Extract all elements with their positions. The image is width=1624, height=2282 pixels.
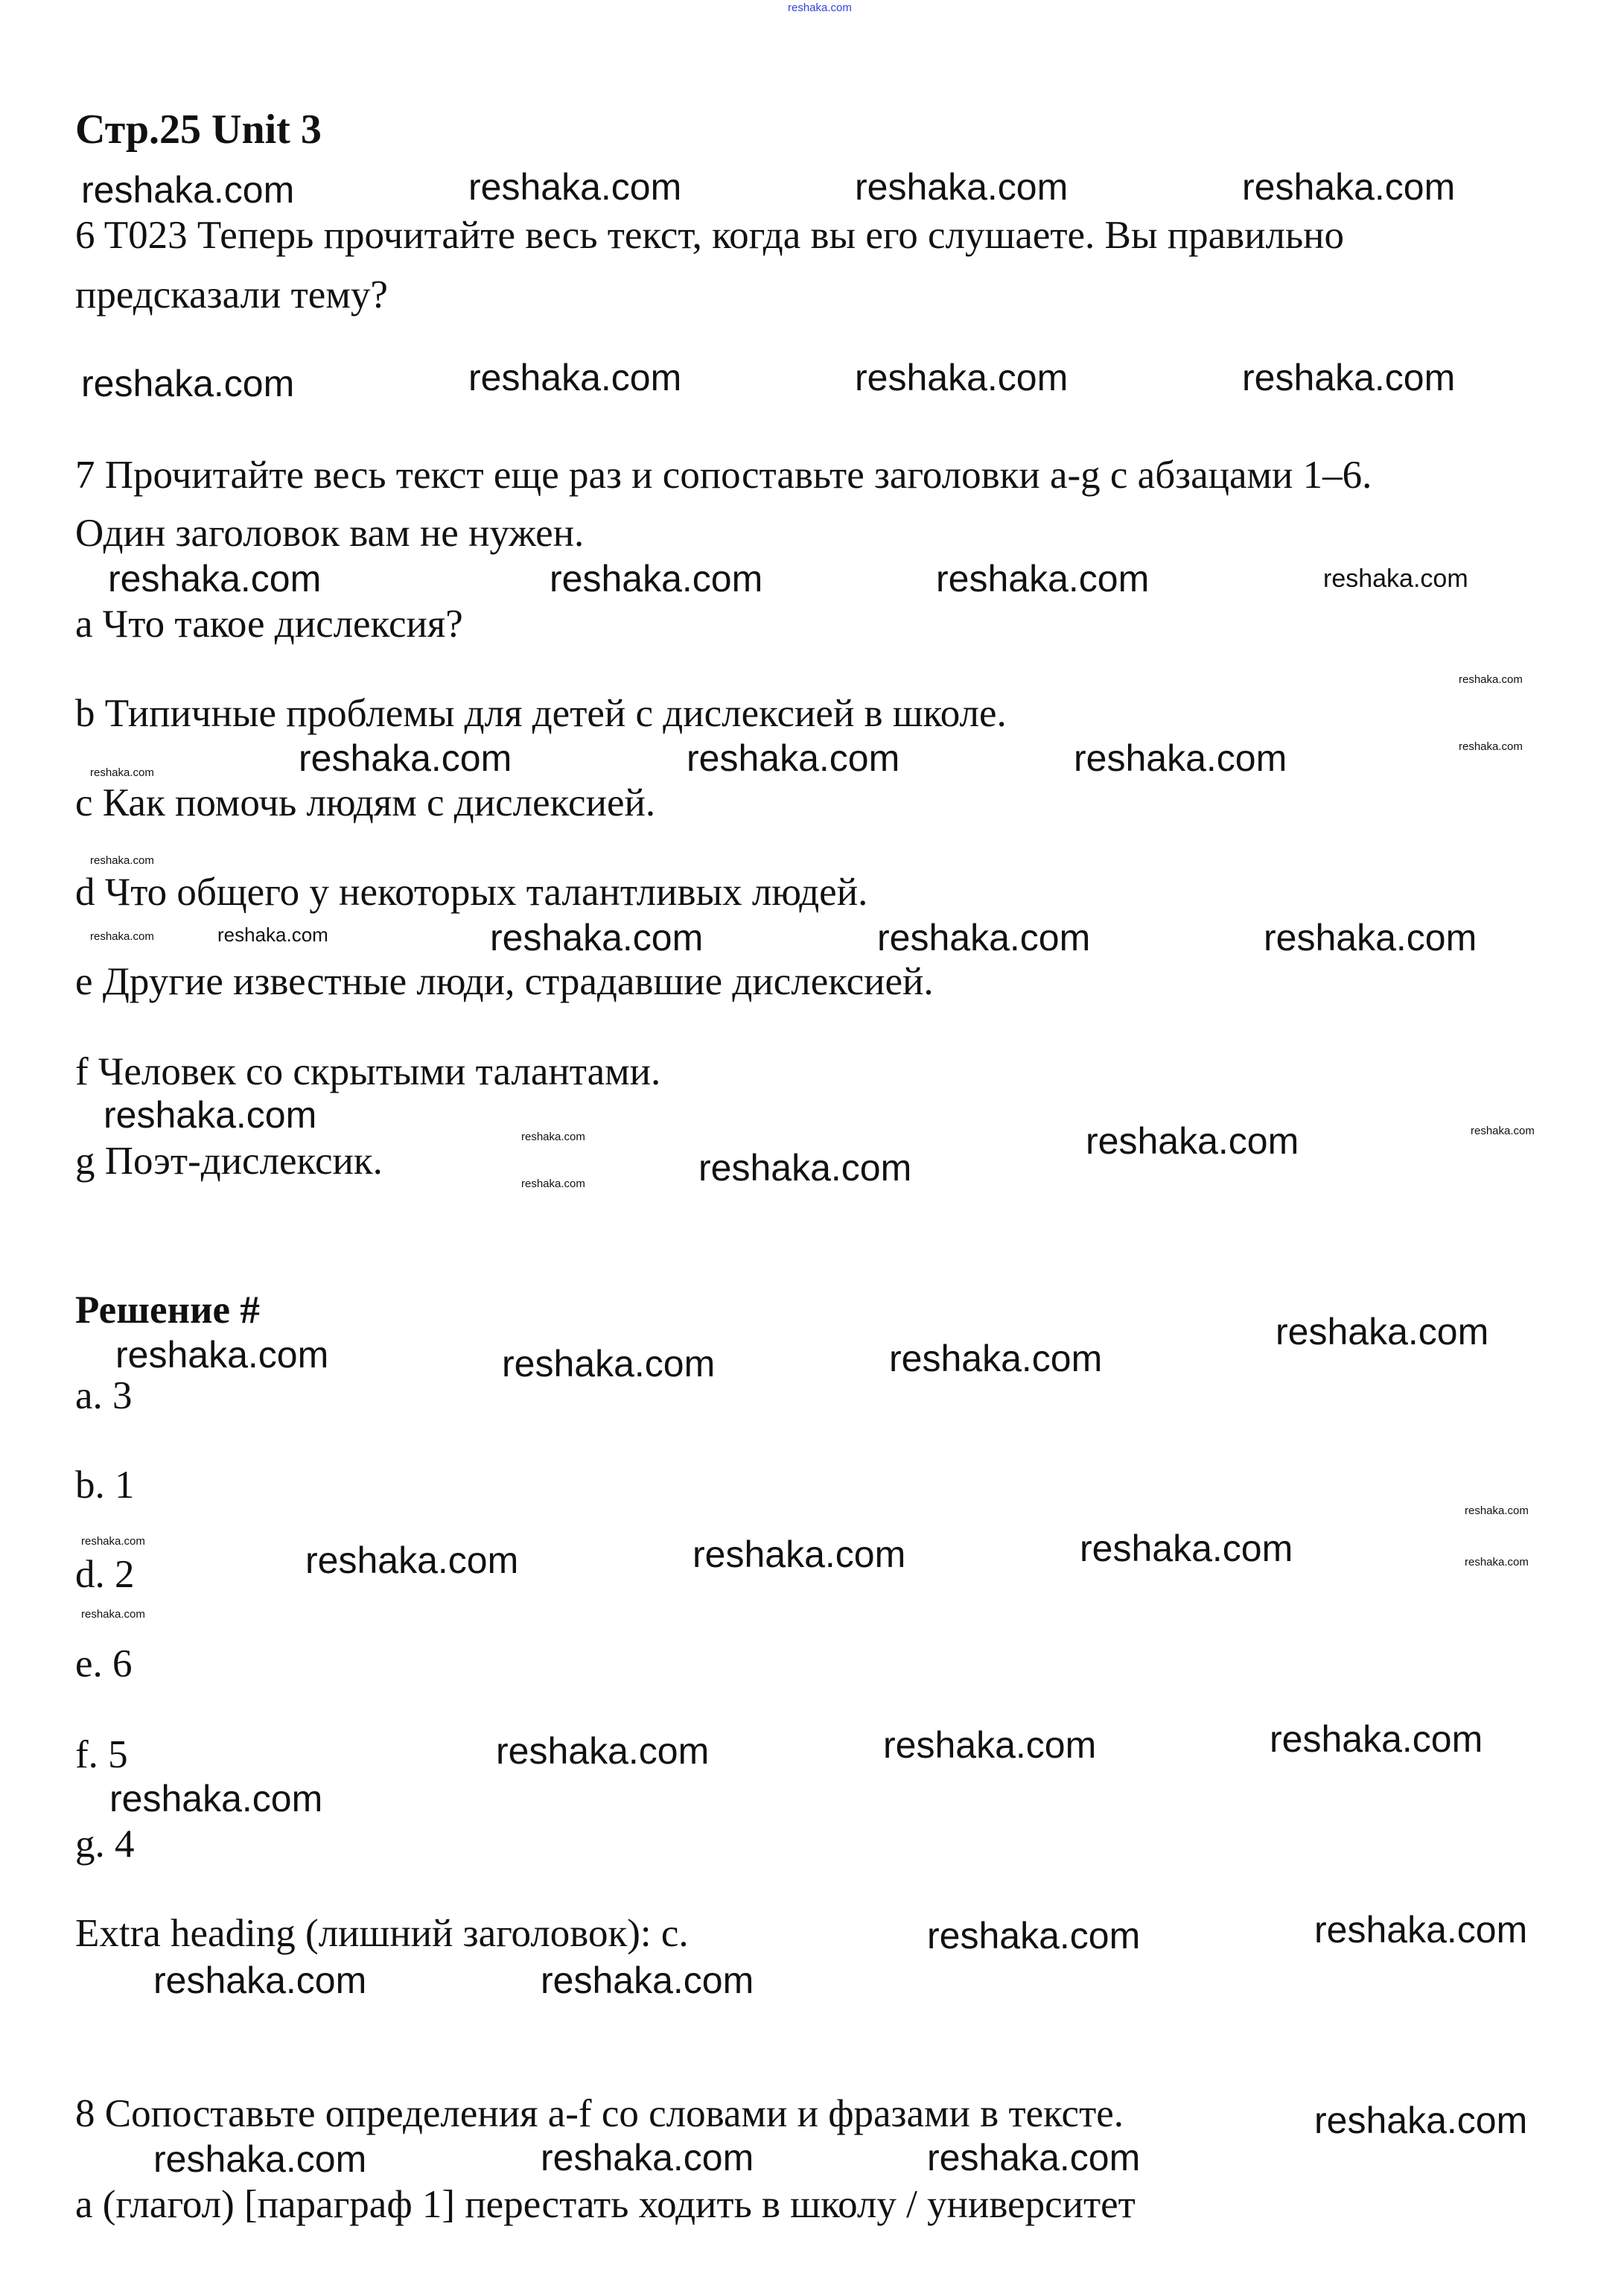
watermark: reshaka.com bbox=[521, 1177, 585, 1190]
task8-item-a: a (глагол) [параграф 1] перестать ходить в школу / университет bbox=[75, 2183, 1136, 2226]
watermark: reshaka.com bbox=[90, 854, 154, 867]
watermark: reshaka.com bbox=[490, 917, 704, 959]
answer-e: e. 6 bbox=[75, 1642, 133, 1685]
watermark: reshaka.com bbox=[153, 1960, 367, 2001]
watermark: reshaka.com bbox=[936, 558, 1150, 600]
heading-g: g Поэт-дислексик. bbox=[75, 1140, 383, 1183]
watermark: reshaka.com bbox=[109, 1778, 323, 1819]
watermark: reshaka.com bbox=[927, 1915, 1141, 1957]
watermark: reshaka.com bbox=[1471, 1125, 1535, 1137]
answer-a: a. 3 bbox=[75, 1374, 133, 1417]
solution-title: Решение # bbox=[75, 1288, 260, 1332]
watermark: reshaka.com bbox=[1074, 737, 1287, 779]
watermark: reshaka.com bbox=[153, 2138, 367, 2180]
answer-f: f. 5 bbox=[75, 1733, 128, 1776]
watermark: reshaka.com bbox=[502, 1343, 716, 1385]
watermark: reshaka.com bbox=[1465, 1504, 1529, 1517]
watermark: reshaka.com bbox=[1242, 166, 1456, 208]
watermark: reshaka.com bbox=[1086, 1120, 1299, 1162]
heading-c: c Как помочь людям с дислексией. bbox=[75, 781, 656, 824]
heading-e: e Другие известные люди, страдавшие дислексией. bbox=[75, 960, 934, 1003]
watermark: reshaka.com bbox=[883, 1724, 1097, 1766]
watermark: reshaka.com bbox=[468, 166, 682, 208]
watermark: reshaka.com bbox=[1080, 1528, 1293, 1569]
watermark: reshaka.com bbox=[81, 1608, 145, 1621]
watermark: reshaka.com bbox=[541, 1960, 754, 2001]
task6-line2: предсказали тему? bbox=[75, 273, 388, 317]
watermark: reshaka.com bbox=[1314, 2100, 1528, 2141]
watermark: reshaka.com bbox=[81, 169, 295, 211]
answer-g: g. 4 bbox=[75, 1822, 135, 1866]
watermark: reshaka.com bbox=[104, 1094, 317, 1136]
watermark: reshaka.com bbox=[927, 2137, 1141, 2178]
answer-b: b. 1 bbox=[75, 1463, 135, 1507]
watermark: reshaka.com bbox=[108, 558, 322, 600]
watermark: reshaka.com bbox=[1270, 1718, 1483, 1760]
watermark: reshaka.com bbox=[496, 1730, 710, 1772]
heading-b: b Типичные проблемы для детей с дислексией в школе. bbox=[75, 692, 1007, 735]
task8-line1: 8 Сопоставьте определения a-f со словами и фразами в тексте. bbox=[75, 2092, 1124, 2135]
watermark: reshaka.com bbox=[698, 1147, 912, 1189]
watermark: reshaka.com bbox=[1264, 917, 1477, 959]
task7-line1: 7 Прочитайте весь текст еще раз и сопоставьте заголовки a-g с абзацами 1–6. bbox=[75, 454, 1372, 497]
watermark: reshaka.com bbox=[1242, 357, 1456, 398]
watermark: reshaka.com bbox=[1323, 565, 1468, 593]
watermark: reshaka.com bbox=[1465, 1556, 1529, 1569]
watermark: reshaka.com bbox=[541, 2137, 754, 2178]
watermark: reshaka.com bbox=[855, 357, 1069, 398]
watermark: reshaka.com bbox=[521, 1131, 585, 1143]
watermark: reshaka.com bbox=[90, 766, 154, 779]
header-link[interactable]: reshaka.com bbox=[788, 1, 852, 14]
watermark: reshaka.com bbox=[550, 558, 763, 600]
watermark: reshaka.com bbox=[1459, 740, 1523, 753]
watermark: reshaka.com bbox=[687, 737, 900, 779]
watermark: reshaka.com bbox=[889, 1338, 1103, 1379]
heading-a: a Что такое дислексия? bbox=[75, 603, 463, 646]
watermark: reshaka.com bbox=[217, 924, 328, 946]
extra-heading: Extra heading (лишний заголовок): c. bbox=[75, 1912, 689, 1955]
watermark: reshaka.com bbox=[1459, 673, 1523, 686]
task6-line1: 6 T023 Теперь прочитайте весь текст, когда вы его слушаете. Вы правильно bbox=[75, 214, 1345, 257]
task7-line2: Один заголовок вам не нужен. bbox=[75, 512, 585, 555]
page-title: Стр.25 Unit 3 bbox=[75, 107, 322, 153]
watermark: reshaka.com bbox=[299, 737, 512, 779]
watermark: reshaka.com bbox=[305, 1539, 519, 1581]
watermark: reshaka.com bbox=[81, 363, 295, 404]
watermark: reshaka.com bbox=[90, 930, 154, 943]
watermark: reshaka.com bbox=[115, 1334, 329, 1376]
heading-f: f Человек со скрытыми талантами. bbox=[75, 1050, 661, 1093]
watermark: reshaka.com bbox=[692, 1533, 906, 1575]
watermark: reshaka.com bbox=[1314, 1909, 1528, 1951]
watermark: reshaka.com bbox=[81, 1535, 145, 1548]
watermark: reshaka.com bbox=[468, 357, 682, 398]
answer-d: d. 2 bbox=[75, 1553, 135, 1596]
heading-d: d Что общего у некоторых талантливых людей. bbox=[75, 871, 868, 914]
watermark: reshaka.com bbox=[877, 917, 1091, 959]
watermark: reshaka.com bbox=[1276, 1311, 1489, 1353]
watermark: reshaka.com bbox=[855, 166, 1069, 208]
